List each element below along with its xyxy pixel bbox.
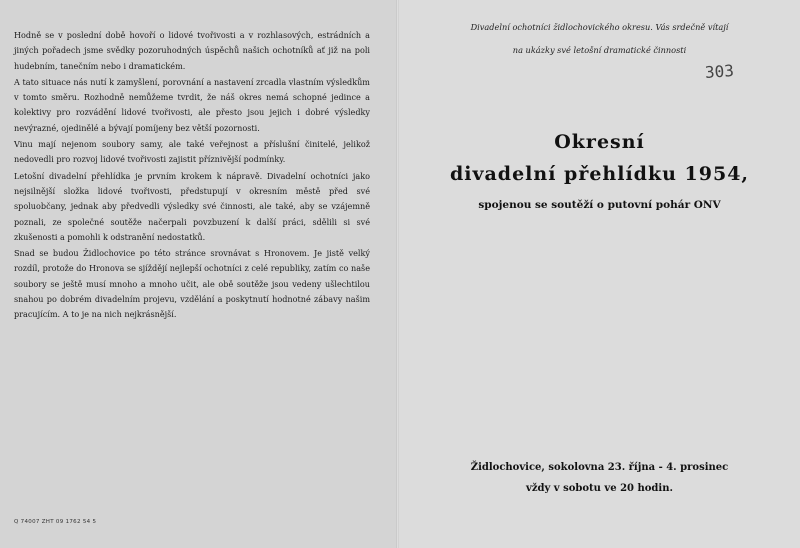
- paragraph: Hodně se v poslední době hovoří o lidové tvořivosti a v rozhlasových, estrádních a jiných pořadech jsme svědky pozoruhodných úspěchů našich ochotníků ať již na poli hudebním, tanečním nebo i dramatickém.: [14, 30, 370, 71]
- title-line-1: Okresní: [554, 131, 645, 153]
- left-page: [0, 0, 396, 548]
- time-line: vždy v sobotu ve 20 hodin.: [526, 483, 673, 494]
- venue-date-line: Židlochovice, sokolovna 23. října - 4. prosinec: [470, 462, 729, 473]
- intro-text-column: [14, 28, 370, 324]
- subtitle: spojenou se soutěží o putovní pohár ONV: [478, 199, 721, 211]
- paragraph: Letošní divadelní přehlídka je prvním krokem k nápravě. Divadelní ochotníci jako nejsilnější složka lidové tvořivosti, předstupují v okresním městě před své spoluobčany, jednak aby předvedli výsledky své činnosti, ale také, aby se vzájemně poznali, ze společné soutěže načerpali povzbuzení k další práci, sdělili si své zkušenosti a pomohli k odstranění nedostatků.: [14, 170, 370, 242]
- paragraph: A tato situace nás nutí k zamyšlení, porovnání a nastavení zrcadla vlastním výsledkům v tomto směru. Rozhodně nemůžeme tvrdit, že náš okres nemá schopné jedince a kolektivy pro rozvádění lidové tvořivosti, ale přesto jsou jejich i dobré výsledky nevýrazné, ojedinělé a bývají pomíjeny bez větší pozornosti.: [14, 76, 370, 133]
- invitation-line-2: na ukázky své letošní dramatické činnosti: [512, 45, 687, 55]
- printer-code: Q 74007 ZHT 09 1762 54 5: [14, 519, 97, 525]
- invitation-line-1: Divadelní ochotníci židlochovického okresu. Vás srdečně vítají: [470, 22, 729, 32]
- right-page: [399, 0, 800, 548]
- paragraph: Snad se budou Židlochovice po této stránce srovnávat s Hronovem. Je jistě velký rozdíl, protože do Hronova se sjíždějí nejlepší ochotníci z celé republiky, zatím co naše soubory se ještě musí mnoho a mnoho učit, ale obě soutěže jsou vedeny ušlechtilou snahou po dobrém divadelním projevu, vzdělání a poskytnutí hodnotné zábavy našim pracujícím. A to je na nich nejkrásnější.: [14, 248, 370, 320]
- handwritten-number: 303: [704, 61, 735, 82]
- paragraph: Vinu mají nejenom soubory samy, ale také veřejnost a příslušní činitelé, jelikož nedovedli pro rozvoj lidové tvořivosti zajistit příznivější podmínky.: [14, 139, 370, 165]
- title-line-2: divadelní přehlídku 1954,: [449, 163, 750, 185]
